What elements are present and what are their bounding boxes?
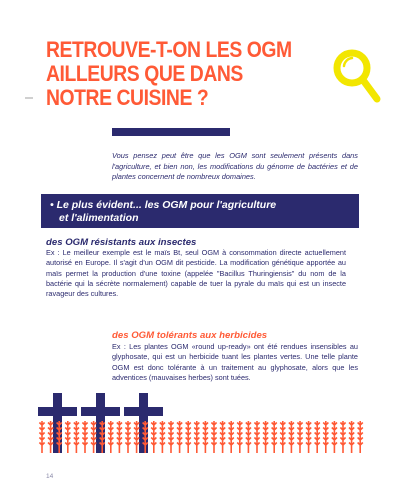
wheat-stalk <box>203 421 208 453</box>
wheat-stalk <box>229 421 234 453</box>
wheat-stalk <box>297 421 302 453</box>
wheat-stalk <box>39 421 44 453</box>
wheat-stalk <box>306 421 311 453</box>
wheat-stalk <box>220 421 225 453</box>
wheat-stalk <box>160 421 165 453</box>
insects-body: Ex : Le meilleur exemple est le maïs Bt, seul OGM à consommation directe actuellement autorisé en Europe. Il s'agit d'un OGM dit pesticide. La modification génétique apportée au maïs permet la production d'une toxine (appelée "Bacillus Thuringiensis" du nom de la bactérie qui la sécrète normalement) capable de tuer la pyrale du maïs qui est un insecte ravageur des cultures. <box>46 248 346 299</box>
insects-heading: des OGM résistants aux insectes <box>46 237 197 248</box>
wheat-stalk <box>74 421 79 453</box>
wheat-stalk <box>65 421 70 453</box>
title-line-3: NOTRE CUISINE ? <box>46 85 209 110</box>
magnifying-glass-icon <box>328 44 384 106</box>
wheat-stalk <box>168 421 173 453</box>
wheat-stalk <box>246 421 251 453</box>
wheat-stalk <box>48 421 53 453</box>
page-number: 14 <box>46 473 54 480</box>
wheat-stalk <box>254 421 259 453</box>
banner-line-1: • Le plus évident... les OGM pour l'agriculture <box>50 199 277 211</box>
wheat-stalk <box>340 421 345 453</box>
crosses-and-wheat-illustration <box>38 393 368 453</box>
intro-text: Vous pensez peut être que les OGM sont seulement présents dans l'agriculture, et bien non, les modifications du génome de bactéries et de plantes concernent de nombreux domaines. <box>112 151 358 181</box>
herbicides-heading: des OGM tolérants aux herbicides <box>112 330 268 341</box>
wheat-stalk <box>315 421 320 453</box>
wheat-stalk <box>237 421 242 453</box>
wheat-row <box>39 421 362 453</box>
wheat-stalk <box>91 421 96 453</box>
wheat-stalk <box>263 421 268 453</box>
section-banner <box>41 194 359 228</box>
wheat-stalk <box>151 421 156 453</box>
wheat-stalk <box>108 421 113 453</box>
title-line-2: AILLEURS QUE DANS <box>46 61 243 86</box>
wheat-stalk <box>289 421 294 453</box>
title-line-1: RETROUVE-T-ON LES OGM <box>46 37 292 62</box>
wheat-stalk <box>323 421 328 453</box>
banner-line-2: et l'alimentation <box>59 212 139 224</box>
wheat-stalk <box>280 421 285 453</box>
herbicides-body: Ex : Les plantes OGM «round up-ready» ont été rendues insensibles au glyphosate, qui est un herbicide tuant les plantes vertes. Une telle plante OGM est donc tolérante à un traitement au glyphosate, alors que les adventices (mauvaises herbes) sont tuées. <box>112 342 358 382</box>
wheat-stalk <box>194 421 199 453</box>
wheat-stalk <box>82 421 87 453</box>
wheat-stalk <box>349 421 354 453</box>
wheat-stalk <box>358 421 363 453</box>
wheat-stalk <box>177 421 182 453</box>
wheat-stalk <box>117 421 122 453</box>
wheat-stalk <box>272 421 277 453</box>
section-rule <box>112 128 230 136</box>
margin-tick <box>25 97 33 99</box>
wheat-stalk <box>186 421 191 453</box>
wheat-stalk <box>332 421 337 453</box>
wheat-stalk <box>125 421 130 453</box>
page-title <box>46 38 301 110</box>
wheat-stalk <box>211 421 216 453</box>
wheat-stalk <box>134 421 139 453</box>
